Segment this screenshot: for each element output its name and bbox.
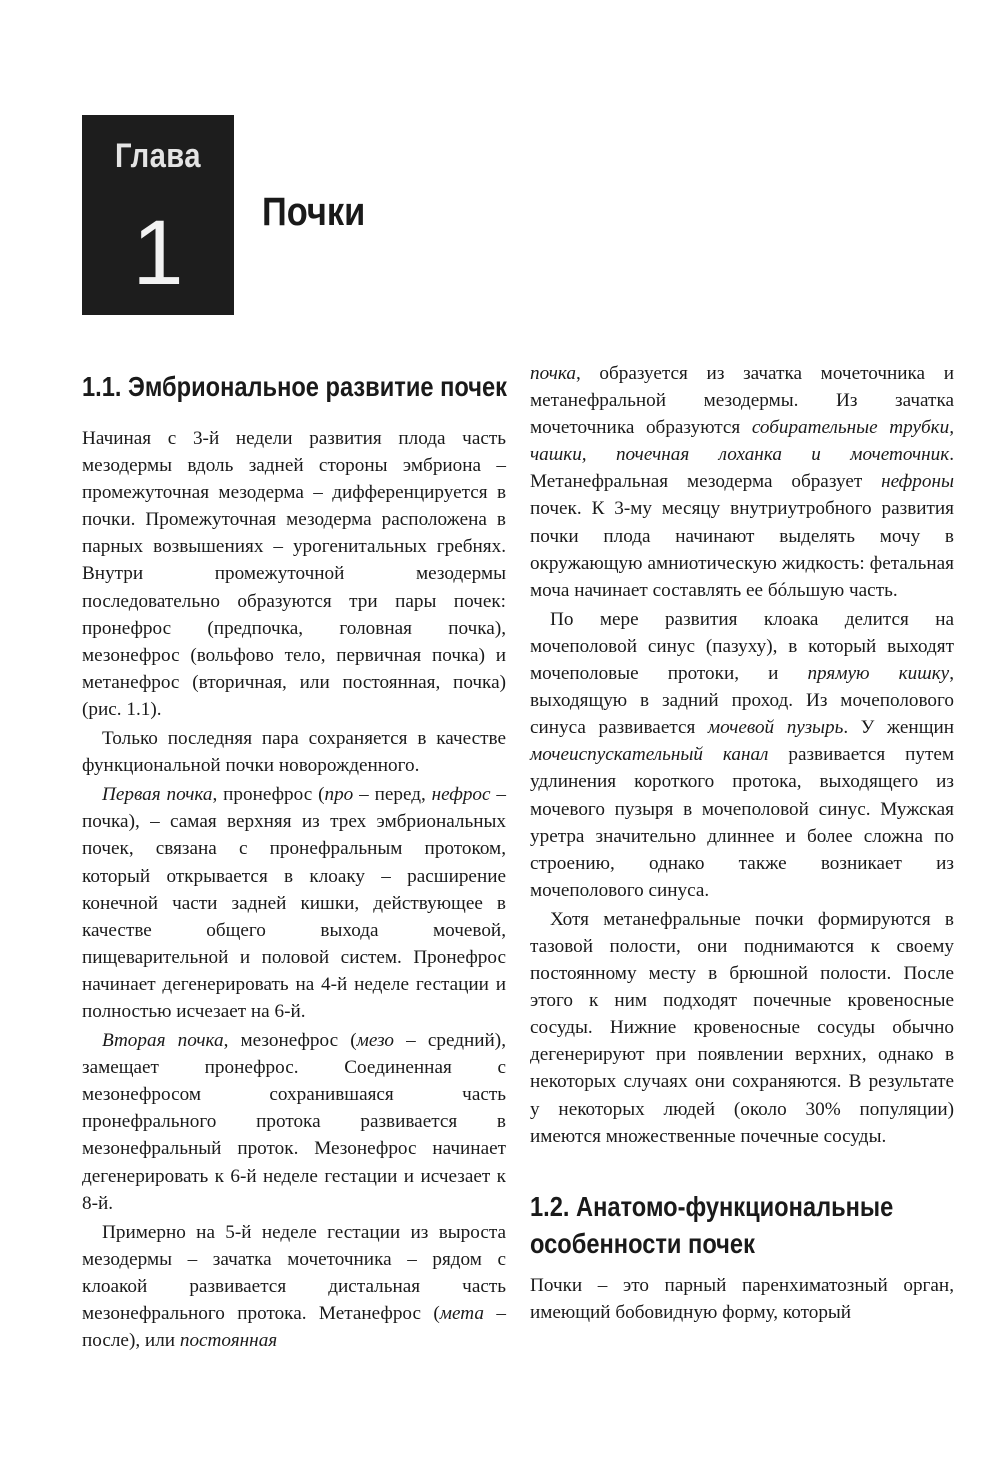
italic-term: почка xyxy=(530,363,576,384)
section-heading-1-1: 1.1. Эмбриональное развитие почек xyxy=(82,371,507,402)
paragraph: Вторая почка, мезонефрос (мезо – средний), замещает пронефрос. Соединенная с мезонефросом сохранившаяся часть пронефрального протока развивается в мезонефральный проток. Мезонефрос начинает дегенерировать к 6-й неделе гестации и исчезает к 8-й. xyxy=(82,1030,506,1214)
italic-term: нефрос xyxy=(431,784,491,806)
italic-term: мочеиспускательный канал xyxy=(530,744,769,766)
paragraph: Хотя метанефральные почки формируются в тазовой полости, они поднимаются к своему постоянному месту в брюшной полости. После этого к ним подходят почечные кровеносные сосуды. Нижние кровеносные сосуды обычно дегенерируют при появлении верхних, однако в некоторых случаях они сохраняются. В результате у некоторых людей (около 30% популяции) имеются множественные почечные сосуды. xyxy=(530,908,954,1147)
italic-term: собирательные трубки, чашки, почечная лоханка и мочеточник xyxy=(530,417,954,466)
chapter-number: 1 xyxy=(132,202,184,304)
paragraph: Почки – это парный паренхиматозный орган, имеющий бобовидную форму, который xyxy=(530,1274,954,1323)
italic-term: мета xyxy=(439,1303,484,1324)
left-column xyxy=(82,360,506,1354)
italic-term: мочевой пузырь xyxy=(707,717,844,739)
italic-term: прямую кишку xyxy=(807,663,950,685)
italic-term: постоянная xyxy=(179,1330,278,1352)
italic-term: нефроны xyxy=(881,471,954,493)
chapter-number-box xyxy=(82,115,234,315)
chapter-label: Глава xyxy=(115,137,201,175)
paragraph: почка, образуется из зачатка мочеточника и метанефральной мезодермы. Из зачатка мочеточника образуются собирательные трубки, чашки, почечная лоханка и мочеточник. Метанефральная мезодерма образует нефроны почек. К 3-му месяцу внутриутробного развития почки плода начинают выделять мочу в окружающую амниотическую жидкость: фетальная моча начинает составлять ее бóльшую часть. xyxy=(530,363,954,601)
section-heading-1-2: 1.2. Анатомо-функциональные особенности почек xyxy=(530,1190,894,1259)
italic-term: про xyxy=(324,784,354,806)
paragraph: Начиная с 3-й недели развития плода часть мезодермы вдоль задней стороны эмбриона – промежуточная мезодерма – дифференцируется в почки. Промежуточная мезодерма расположена в парных возвышениях – урогенитальных гребнях. Внутри промежуточной мезодермы последовательно образуются три пары почек: пронефрос (предпочка, головная почка), мезонефрос (вольфово тело, первичная почка) и метанефрос (вторичная, или постоянная, почка) (рис. 1.1). xyxy=(82,428,506,720)
chapter-title: Почки xyxy=(262,190,366,234)
paragraph: Примерно на 5-й неделе гестации из выроста мезодермы – зачатка мочеточника – рядом с клоакой развивается дистальная часть мезонефрального протока. Метанефрос (мета – после), или постоянная xyxy=(82,1221,506,1352)
right-column xyxy=(530,360,954,1326)
paragraph: Первая почка, пронефрос (про – перед, нефрос – почка), – самая верхняя из трех эмбриональных почек, связана с пронефральным протоком, который открывается в клоаку – расширение конечной части задней кишки, действующее в качестве общего выхода мочевой, пищеварительной и половой систем. Пронефрос начинает дегенерировать на 4-й неделе гестации и полностью исчезает на 6-й. xyxy=(82,784,507,1022)
paragraph: Только последняя пара сохраняется в качестве функциональной почки новорожденного. xyxy=(82,728,506,777)
italic-term: Вторая почка xyxy=(102,1030,224,1052)
paragraph: По мере развития клоака делится на мочеполовой синус (пазуху), в который выходят мочеполовые протоки, и прямую кишку, выходящую в задний проход. Из мочеполового синуса развивается мочевой пузырь. У женщин мочеиспускательный канал развивается путем удлинения короткого протока, выходящего из мочевого пузыря в мочеполовой синус. Мужская уретра значительно длиннее и более сложна по строению, однако также возникает из мочеполового синуса. xyxy=(530,608,955,901)
italic-term: мезо xyxy=(356,1030,394,1052)
italic-term: Первая почка xyxy=(102,784,213,806)
